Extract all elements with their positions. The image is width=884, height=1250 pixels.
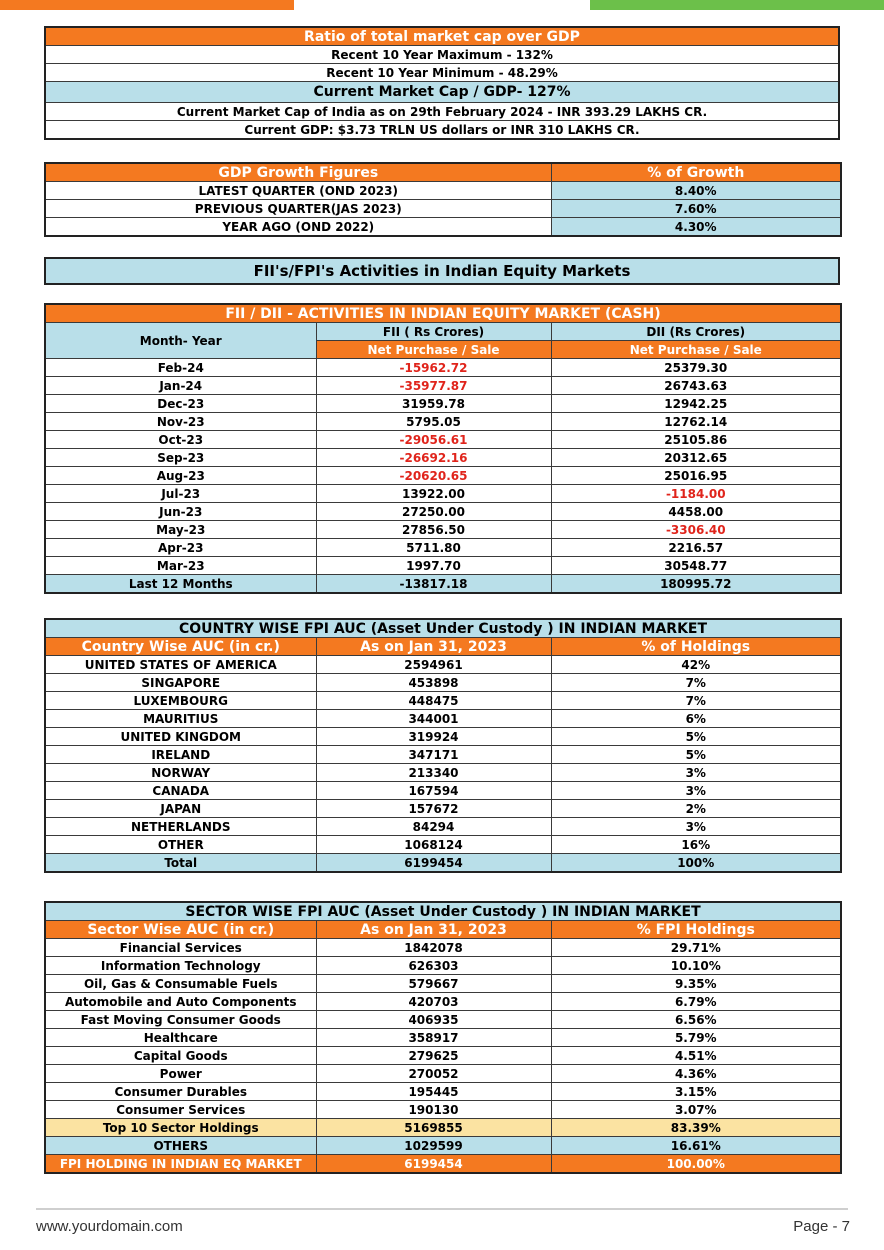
market-cap-current-ratio: Current Market Cap / GDP- 127% xyxy=(45,82,839,103)
country-name-cell: NETHERLANDS xyxy=(45,818,316,836)
sector-value-cell: 190130 xyxy=(316,1101,551,1119)
fii-value-cell: -35977.87 xyxy=(316,377,551,395)
country-pct-cell: 5% xyxy=(551,746,841,764)
table-row xyxy=(45,521,841,539)
country-auc-table xyxy=(44,618,842,873)
sector-pct-cell: 3.15% xyxy=(551,1083,841,1101)
fii-value-cell: 27856.50 xyxy=(316,521,551,539)
sector-auc-title: SECTOR WISE FPI AUC (Asset Under Custody ) IN INDIAN MARKET xyxy=(45,902,841,921)
table-row xyxy=(45,656,841,674)
fii-dii-month-header: Month- Year xyxy=(45,323,316,359)
table-row xyxy=(45,467,841,485)
country-name-cell: MAURITIUS xyxy=(45,710,316,728)
gdp-growth-table xyxy=(44,162,842,237)
market-cap-current-gdp: Current GDP: $3.73 TRLN US dollars or INR 310 LAKHS CR. xyxy=(45,121,839,140)
fii-dii-month-cell: Jun-23 xyxy=(45,503,316,521)
table-row xyxy=(45,782,841,800)
sector-name-cell: Healthcare xyxy=(45,1029,316,1047)
fii-dii-month-cell: May-23 xyxy=(45,521,316,539)
fii-value-cell: 5711.80 xyxy=(316,539,551,557)
country-value-cell: 319924 xyxy=(316,728,551,746)
table-row xyxy=(45,218,841,237)
fii-value-cell: -26692.16 xyxy=(316,449,551,467)
fii-value-cell: 1997.70 xyxy=(316,557,551,575)
gdp-growth-header-value: % of Growth xyxy=(551,163,841,182)
fii-dii-table xyxy=(44,303,842,594)
sector-name-cell: Automobile and Auto Components xyxy=(45,993,316,1011)
fii-dii-month-cell: Apr-23 xyxy=(45,539,316,557)
country-name-cell: NORWAY xyxy=(45,764,316,782)
table-row xyxy=(45,1029,841,1047)
sector-auc-col1: Sector Wise AUC (in cr.) xyxy=(45,921,316,939)
sector-value-cell: 420703 xyxy=(316,993,551,1011)
dii-value-cell: 12762.14 xyxy=(551,413,841,431)
fii-subheader: Net Purchase / Sale xyxy=(316,341,551,359)
top-accent-bar-green xyxy=(590,0,884,10)
dii-value-cell: 25016.95 xyxy=(551,467,841,485)
fii-dii-month-cell: Aug-23 xyxy=(45,467,316,485)
table-row xyxy=(45,182,841,200)
sector-value-cell: 195445 xyxy=(316,1083,551,1101)
table-row xyxy=(45,818,841,836)
country-auc-title: COUNTRY WISE FPI AUC (Asset Under Custody ) IN INDIAN MARKET xyxy=(45,619,841,638)
sector-top10-pct: 83.39% xyxy=(551,1119,841,1137)
fii-value-cell: -20620.65 xyxy=(316,467,551,485)
country-name-cell: JAPAN xyxy=(45,800,316,818)
sector-auc-col3: % FPI Holdings xyxy=(551,921,841,939)
fii-header: FII ( Rs Crores) xyxy=(316,323,551,341)
country-name-cell: OTHER xyxy=(45,836,316,854)
fii-total-value: -13817.18 xyxy=(316,575,551,594)
gdp-row-value: 4.30% xyxy=(551,218,841,237)
sector-name-cell: Consumer Services xyxy=(45,1101,316,1119)
sector-pct-cell: 5.79% xyxy=(551,1029,841,1047)
country-value-cell: 347171 xyxy=(316,746,551,764)
gdp-row-label: PREVIOUS QUARTER(JAS 2023) xyxy=(45,200,551,218)
table-row xyxy=(45,539,841,557)
country-pct-cell: 3% xyxy=(551,818,841,836)
dii-value-cell: 20312.65 xyxy=(551,449,841,467)
sector-pct-cell: 29.71% xyxy=(551,939,841,957)
sector-name-cell: Oil, Gas & Consumable Fuels xyxy=(45,975,316,993)
fii-dii-total-label: Last 12 Months xyxy=(45,575,316,594)
country-value-cell: 1068124 xyxy=(316,836,551,854)
sector-value-cell: 626303 xyxy=(316,957,551,975)
table-row xyxy=(45,728,841,746)
fii-dii-month-cell: Oct-23 xyxy=(45,431,316,449)
table-row xyxy=(45,957,841,975)
table-row xyxy=(45,431,841,449)
table-row xyxy=(45,710,841,728)
fii-dii-month-cell: Feb-24 xyxy=(45,359,316,377)
gdp-row-label: LATEST QUARTER (OND 2023) xyxy=(45,182,551,200)
country-pct-cell: 3% xyxy=(551,782,841,800)
sector-auc-table xyxy=(44,901,842,1174)
country-pct-cell: 2% xyxy=(551,800,841,818)
country-pct-cell: 5% xyxy=(551,728,841,746)
fii-value-cell: -29056.61 xyxy=(316,431,551,449)
table-row xyxy=(45,993,841,1011)
sector-pct-cell: 4.36% xyxy=(551,1065,841,1083)
fii-dii-title: FII / DII - ACTIVITIES IN INDIAN EQUITY MARKET (CASH) xyxy=(45,304,841,323)
country-total-pct: 100% xyxy=(551,854,841,873)
dii-header: DII (Rs Crores) xyxy=(551,323,841,341)
sector-name-cell: Capital Goods xyxy=(45,1047,316,1065)
country-auc-col3: % of Holdings xyxy=(551,638,841,656)
table-row xyxy=(45,836,841,854)
fii-dii-month-cell: Jan-24 xyxy=(45,377,316,395)
table-row xyxy=(45,1083,841,1101)
table-row xyxy=(45,503,841,521)
table-row xyxy=(45,557,841,575)
sector-auc-col2: As on Jan 31, 2023 xyxy=(316,921,551,939)
sector-value-cell: 1842078 xyxy=(316,939,551,957)
country-value-cell: 448475 xyxy=(316,692,551,710)
country-value-cell: 84294 xyxy=(316,818,551,836)
sector-value-cell: 406935 xyxy=(316,1011,551,1029)
table-row xyxy=(45,377,841,395)
market-cap-max: Recent 10 Year Maximum - 132% xyxy=(45,46,839,64)
sector-pct-cell: 6.56% xyxy=(551,1011,841,1029)
market-cap-title: Ratio of total market cap over GDP xyxy=(45,27,839,46)
table-row xyxy=(45,1101,841,1119)
sector-others-pct: 16.61% xyxy=(551,1137,841,1155)
sector-value-cell: 279625 xyxy=(316,1047,551,1065)
sector-total-value: 6199454 xyxy=(316,1155,551,1174)
sector-name-cell: Fast Moving Consumer Goods xyxy=(45,1011,316,1029)
fii-value-cell: 5795.05 xyxy=(316,413,551,431)
fii-dii-month-cell: Jul-23 xyxy=(45,485,316,503)
sector-pct-cell: 6.79% xyxy=(551,993,841,1011)
sector-others-label: OTHERS xyxy=(45,1137,316,1155)
country-pct-cell: 6% xyxy=(551,710,841,728)
table-row xyxy=(45,674,841,692)
country-name-cell: CANADA xyxy=(45,782,316,800)
fii-value-cell: 13922.00 xyxy=(316,485,551,503)
sector-name-cell: Financial Services xyxy=(45,939,316,957)
country-value-cell: 453898 xyxy=(316,674,551,692)
table-row xyxy=(45,449,841,467)
table-row xyxy=(45,746,841,764)
dii-value-cell: 2216.57 xyxy=(551,539,841,557)
sector-pct-cell: 4.51% xyxy=(551,1047,841,1065)
country-pct-cell: 16% xyxy=(551,836,841,854)
sector-value-cell: 270052 xyxy=(316,1065,551,1083)
country-auc-col1: Country Wise AUC (in cr.) xyxy=(45,638,316,656)
table-row xyxy=(45,1047,841,1065)
gdp-row-label: YEAR AGO (OND 2022) xyxy=(45,218,551,237)
footer-website[interactable]: www.yourdomain.com xyxy=(36,1218,183,1235)
country-name-cell: LUXEMBOURG xyxy=(45,692,316,710)
country-value-cell: 157672 xyxy=(316,800,551,818)
dii-value-cell: -1184.00 xyxy=(551,485,841,503)
sector-pct-cell: 10.10% xyxy=(551,957,841,975)
dii-value-cell: 26743.63 xyxy=(551,377,841,395)
market-cap-gdp-table xyxy=(44,26,840,140)
sector-pct-cell: 3.07% xyxy=(551,1101,841,1119)
table-row xyxy=(45,692,841,710)
sector-total-pct: 100.00% xyxy=(551,1155,841,1174)
country-name-cell: UNITED KINGDOM xyxy=(45,728,316,746)
sector-value-cell: 358917 xyxy=(316,1029,551,1047)
fii-value-cell: 31959.78 xyxy=(316,395,551,413)
sector-total-label: FPI HOLDING IN INDIAN EQ MARKET xyxy=(45,1155,316,1174)
table-row xyxy=(45,939,841,957)
sector-top10-value: 5169855 xyxy=(316,1119,551,1137)
dii-value-cell: -3306.40 xyxy=(551,521,841,539)
dii-value-cell: 12942.25 xyxy=(551,395,841,413)
gdp-row-value: 7.60% xyxy=(551,200,841,218)
country-pct-cell: 7% xyxy=(551,674,841,692)
table-row xyxy=(45,1011,841,1029)
fii-dii-month-cell: Mar-23 xyxy=(45,557,316,575)
sector-pct-cell: 9.35% xyxy=(551,975,841,993)
sector-name-cell: Information Technology xyxy=(45,957,316,975)
table-row xyxy=(45,359,841,377)
market-cap-current-cap: Current Market Cap of India as on 29th February 2024 - INR 393.29 LAKHS CR. xyxy=(45,103,839,121)
footer-divider xyxy=(36,1208,848,1210)
top-accent-bar-orange xyxy=(0,0,294,10)
table-row xyxy=(45,1065,841,1083)
table-row xyxy=(45,200,841,218)
dii-subheader: Net Purchase / Sale xyxy=(551,341,841,359)
sector-value-cell: 579667 xyxy=(316,975,551,993)
sector-top10-label: Top 10 Sector Holdings xyxy=(45,1119,316,1137)
country-total-label: Total xyxy=(45,854,316,873)
table-row xyxy=(45,800,841,818)
sector-name-cell: Power xyxy=(45,1065,316,1083)
fii-dii-month-cell: Sep-23 xyxy=(45,449,316,467)
country-value-cell: 167594 xyxy=(316,782,551,800)
dii-value-cell: 25105.86 xyxy=(551,431,841,449)
country-name-cell: UNITED STATES OF AMERICA xyxy=(45,656,316,674)
footer-page-number: Page - 7 xyxy=(793,1218,850,1235)
dii-value-cell: 4458.00 xyxy=(551,503,841,521)
fii-dii-month-cell: Dec-23 xyxy=(45,395,316,413)
sector-name-cell: Consumer Durables xyxy=(45,1083,316,1101)
gdp-growth-header-label: GDP Growth Figures xyxy=(45,163,551,182)
fii-fpi-banner: FII's/FPI's Activities in Indian Equity Markets xyxy=(44,257,840,285)
fii-value-cell: -15962.72 xyxy=(316,359,551,377)
table-row xyxy=(45,764,841,782)
fii-value-cell: 27250.00 xyxy=(316,503,551,521)
table-row xyxy=(45,413,841,431)
country-name-cell: IRELAND xyxy=(45,746,316,764)
country-pct-cell: 7% xyxy=(551,692,841,710)
sector-others-value: 1029599 xyxy=(316,1137,551,1155)
country-value-cell: 2594961 xyxy=(316,656,551,674)
country-pct-cell: 3% xyxy=(551,764,841,782)
country-value-cell: 213340 xyxy=(316,764,551,782)
gdp-row-value: 8.40% xyxy=(551,182,841,200)
table-row xyxy=(45,395,841,413)
country-pct-cell: 42% xyxy=(551,656,841,674)
country-name-cell: SINGAPORE xyxy=(45,674,316,692)
dii-value-cell: 25379.30 xyxy=(551,359,841,377)
country-total-value: 6199454 xyxy=(316,854,551,873)
dii-total-value: 180995.72 xyxy=(551,575,841,594)
fii-dii-month-cell: Nov-23 xyxy=(45,413,316,431)
market-cap-min: Recent 10 Year Minimum - 48.29% xyxy=(45,64,839,82)
table-row xyxy=(45,975,841,993)
country-auc-col2: As on Jan 31, 2023 xyxy=(316,638,551,656)
dii-value-cell: 30548.77 xyxy=(551,557,841,575)
table-row xyxy=(45,485,841,503)
country-value-cell: 344001 xyxy=(316,710,551,728)
